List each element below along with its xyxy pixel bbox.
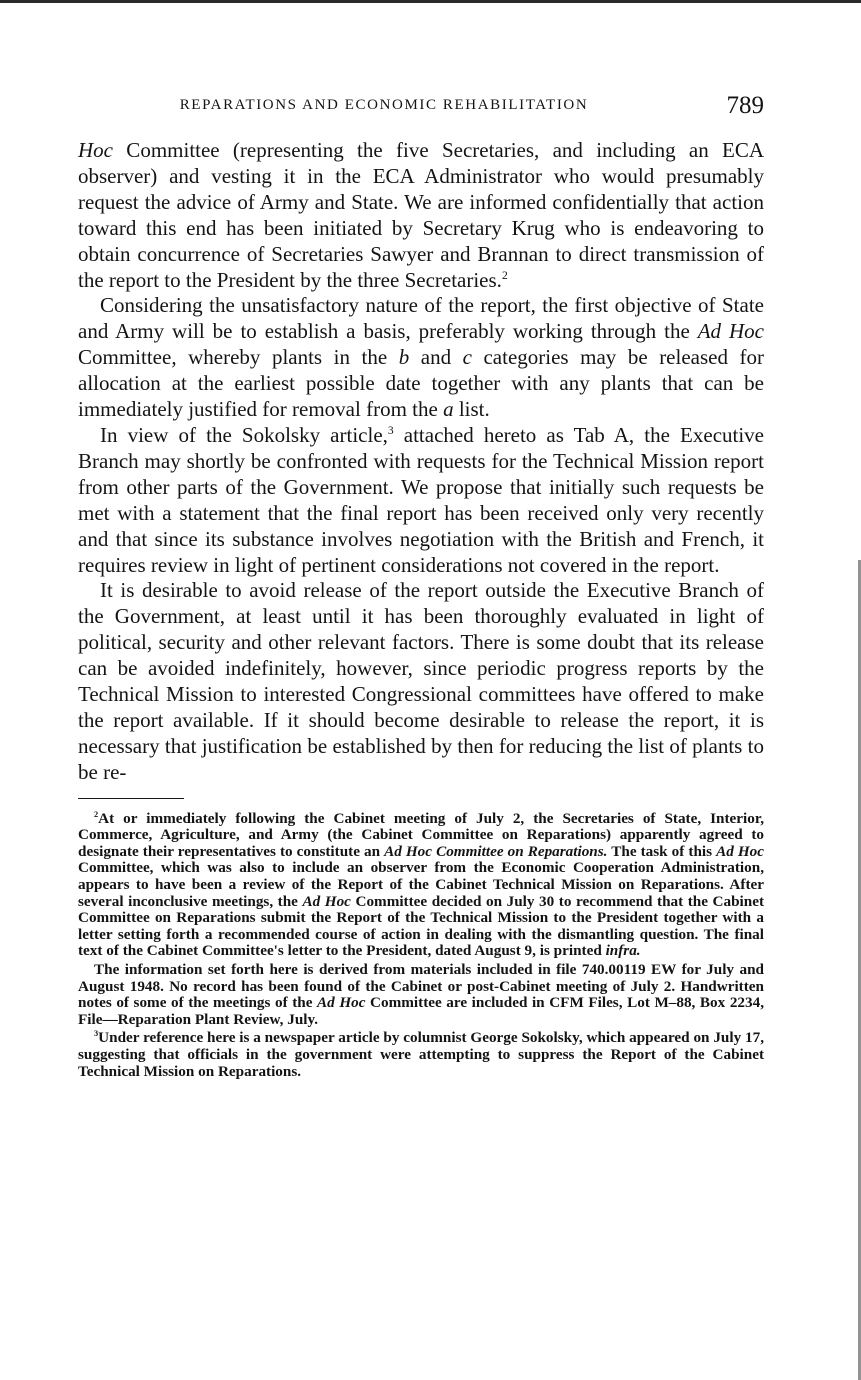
- footnote-2-continued: [78, 962, 764, 1028]
- body-text: [78, 138, 764, 786]
- footnote-ref-2: 2: [501, 269, 508, 282]
- paragraph-2-text-2: Committee, whereby plants in the: [78, 345, 399, 370]
- paragraph-2-italic-1: Ad Hoc: [697, 319, 764, 344]
- page-number: 789: [726, 92, 764, 119]
- paragraph-2-italic-2: b: [398, 345, 410, 370]
- paragraph-4-text: It is desirable to avoid release of the report outside the Executive Branch of the Government, at least until it has been thoroughly evaluated in light of political, security and other relevant factors. There is some doubt that its release can be avoided indefinitely, however, since periodic progress reports by the Technical Mission to interested Congressional committees have offered to make the report available. If it should become desirable to release the report, it is necessary that justification be established by then for reducing the list of plants to be re-: [78, 578, 764, 784]
- footnote-2-text-1: At or immediately following the Cabinet meeting of July 2, the Secretaries of State, Interior, Commerce, Agriculture, and Army (the Cabinet Committee on Reparations) apparently agreed to designate their representatives to constitute an: [78, 809, 764, 860]
- footnote-2b-italic-1: Ad Hoc: [317, 994, 366, 1012]
- paragraph-2-text-1: Considering the unsatisfactory nature of the report, the first objective of State and Army will be to establish a basis, preferably working through the: [78, 293, 764, 344]
- footnote-rule: [78, 798, 184, 799]
- footnote-2-italic-2: Ad Hoc: [716, 842, 765, 860]
- paragraph-1-italic: Hoc: [78, 138, 113, 162]
- paragraph-3-text-1: In view of the Sokolsky article,: [100, 422, 388, 447]
- footnotes: [78, 811, 764, 1081]
- paragraph-2-italic-4: a: [443, 397, 454, 422]
- footnote-2-italic-1: Ad Hoc Committee on Reparations.: [384, 842, 608, 860]
- footnote-2-italic-3: Ad Hoc: [302, 892, 351, 910]
- paragraph-2: [78, 293, 764, 423]
- footnote-3-marker: 3: [94, 1029, 99, 1039]
- paragraph-3-text-2: attached hereto as Tab A, the Executive Branch may shortly be confronted with requests for the Technical Mission report from other parts of the Government. We propose that initially such requests be met with a statement that the final report has been received only very recently and that since its substance involves negotiation with the British and French, it requires review in light of pertinent considerations not covered in the report.: [78, 422, 764, 577]
- paragraph-4: [78, 578, 764, 785]
- running-title: REPARATIONS AND ECONOMIC REHABILITATION: [179, 97, 589, 113]
- paragraph-3: [78, 423, 764, 578]
- footnote-3: [78, 1030, 764, 1080]
- paragraph-2-text-5: list.: [453, 397, 490, 422]
- paragraph-1-text: Committee (representing the five Secretaries, and including an ECA observer) and vesting it in the ECA Administrator who would presumably request the advice of Army and State. We are informed confidentially that action toward this end has been initiated by Secretary Krug who is endeavoring to obtain concurrence of Secretaries Sawyer and Brannan to direct transmission of the report to the President by the three Secretaries.: [78, 138, 764, 292]
- footnote-3-text: Under reference here is a newspaper article by columnist George Sokolsky, which appeared on July 17, suggesting that officials in the government were attempting to suppress the Report of the Cabinet Technical Mission on Reparations.: [78, 1029, 764, 1080]
- page-top-edge: [0, 0, 861, 3]
- paragraph-2-text-4: categories may be released for allocation at the earliest possible date together with any plants that can be immediately justified for removal from the: [78, 345, 764, 422]
- footnote-2-italic-4: infra.: [605, 942, 641, 960]
- running-header: [78, 92, 764, 124]
- paragraph-2-text-3: and: [409, 345, 463, 370]
- footnote-2b-text-1: The information set forth here is derived from materials included in file 740.00119 EW for July and August 1948. No record has been found of the Cabinet or post-Cabinet meeting of July 2. Handwritten notes of some of the meetings of the: [78, 961, 764, 1012]
- paragraph-2-italic-3: c: [462, 345, 472, 370]
- footnote-ref-3: 3: [387, 424, 394, 437]
- footnote-2-text-3: Committee, which was also to include an observer from the Economic Cooperation Administration, appears to have been a review of the Report of the Cabinet Technical Mission on Reparations. After several inconclusive meetings, the: [78, 859, 764, 910]
- footnote-2-text-2: The task of this: [607, 842, 717, 860]
- footnote-2: [78, 811, 764, 960]
- paragraph-1: [78, 138, 764, 293]
- footnote-2-marker: 2: [94, 809, 99, 819]
- footnote-2-text-4: Committee decided on July 30 to recommend that the Cabinet Committee on Reparations submit the Report of the Technical Mission to the President together with a letter setting forth a recommended course of action in dealing with the dismantling question. The final text of the Cabinet Committee's letter to the President, dated August 9, is printed: [78, 892, 765, 960]
- document-page: [78, 92, 764, 1080]
- footnote-2b-text-2: Committee are included in CFM Files, Lot M–88, Box 2234, File—Reparation Plant Review, July.: [78, 994, 764, 1028]
